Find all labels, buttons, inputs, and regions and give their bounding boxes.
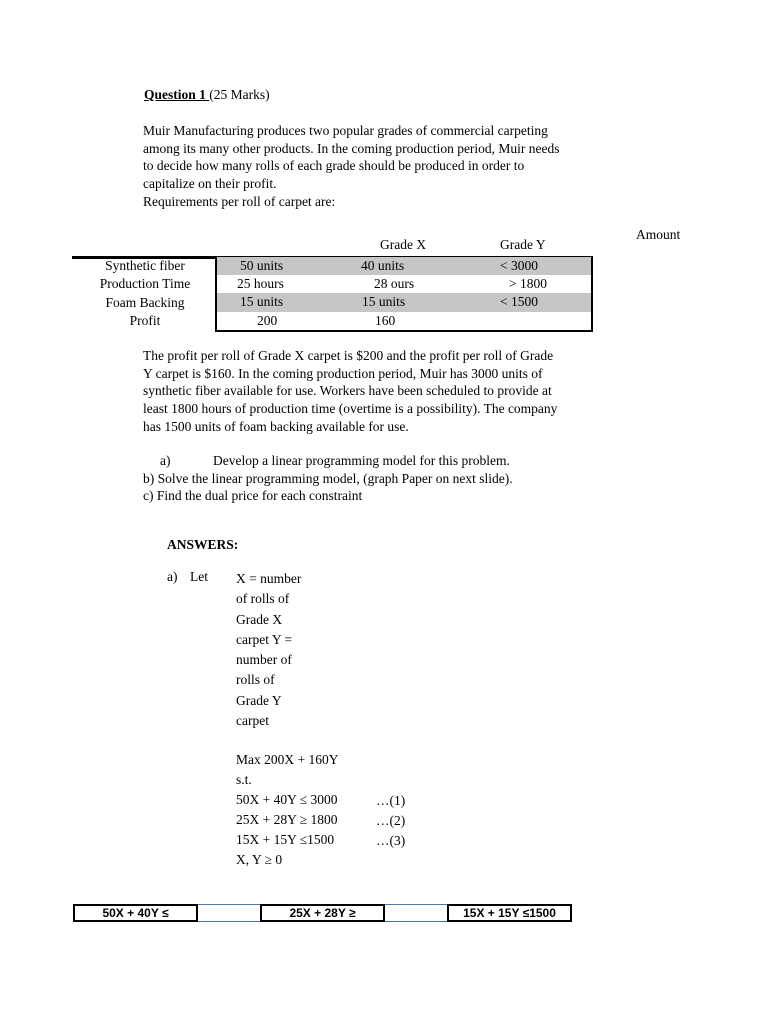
cell-grade-y: 28 ours [374,276,415,292]
constraint-tags [376,791,405,851]
row-label-profit: Profit [129,313,161,329]
part-a-text: Develop a linear programming model for this problem. [213,453,510,468]
cell-amount: > 1800 [509,276,547,292]
intro-line: Requirements per roll of carpet are: [143,193,336,209]
paragraph-line: The profit per roll of Grade X carpet is $200 and the profit per roll of Grade [143,348,554,363]
lp-model [236,750,338,870]
row-label-synthetic-fiber: Synthetic fiber [105,258,185,273]
header-grade-y: Grade Y [500,237,546,252]
table-row [217,275,591,293]
paragraph-line: Y carpet is $160. In the coming production period, Muir has 3000 units of [143,365,543,381]
cell-amount: < 3000 [500,258,538,273]
definition-line: carpet Y = [236,631,293,647]
definition-line: rolls of [236,672,275,688]
intro-line: capitalize on their profit. [143,176,277,192]
definition-line: Grade Y [236,692,282,708]
subject-to: s.t. [236,772,252,787]
cell-grade-x: 50 units [240,258,284,273]
definition-line: number of [236,652,292,668]
constraint-tag: …(3) [376,833,406,848]
constraint-2: 25X + 28Y ≥ 1800 [236,812,338,827]
graph-box-constraint-2: 25X + 28Y ≥ [260,904,385,922]
definition-line: carpet [236,713,269,729]
graph-box-gap [385,904,447,922]
definition-line: Grade X [236,611,283,627]
constraint-1: 50X + 40Y ≤ 3000 [236,792,338,807]
question-heading: Question 1 [144,87,210,102]
question-title [144,87,270,103]
part-c: c) Find the dual price for each constraint [143,488,363,504]
requirements-table [215,257,593,332]
profit-paragraph [143,347,633,436]
cell-grade-y: 15 units [362,294,406,310]
intro-line: to decide how many rolls of each grade should be produced in order to [143,158,525,174]
paragraph-line: synthetic fiber available for use. Workers have been scheduled to provide at [143,383,552,399]
graph-box-constraint-1: 50X + 40Y ≤ [73,904,198,922]
answers-heading: ANSWERS: [167,537,239,552]
intro-paragraph [143,122,633,211]
table-row [217,312,591,330]
variable-definitions [236,569,301,731]
question-parts [143,452,513,505]
non-negativity: X, Y ≥ 0 [236,852,283,867]
table-row [217,257,591,275]
definition-line: X = number [236,571,302,586]
row-label-production-time: Production Time [99,276,191,292]
constraint-3: 15X + 15Y ≤1500 [236,832,335,847]
cell-amount: < 1500 [500,294,538,310]
intro-line: among its many other products. In the coming production period, Muir needs [143,140,560,156]
cell-grade-x: 25 hours [237,276,284,292]
answer-let: Let [190,569,208,584]
part-a-marker: a) [160,453,171,468]
header-grade-x: Grade X [380,237,427,252]
row-labels [74,257,216,331]
definition-line: of rolls of [236,591,290,607]
row-label-foam-backing: Foam Backing [105,294,185,310]
answer-a-marker: a) [167,569,178,584]
constraint-tag: …(1) [376,793,406,808]
question-marks: (25 Marks) [209,87,270,102]
table-row [217,293,591,311]
part-a [143,452,513,470]
cell-grade-x: 15 units [240,294,284,310]
cell-grade-y: 40 units [361,258,405,273]
paragraph-line: least 1800 hours of production time (overtime is a possibility). The company [143,401,558,417]
constraint-tag: …(2) [376,813,406,828]
graph-box-constraint-3: 15X + 15Y ≤1500 [447,904,572,922]
objective-function: Max 200X + 160Y [236,752,339,767]
graph-box-gap [198,904,260,922]
paragraph-line: has 1500 units of foam backing available for use. [143,418,409,434]
part-b: b) Solve the linear programming model, (graph Paper on next slide). [143,470,513,486]
cell-grade-x: 200 [257,312,278,328]
header-amount: Amount [636,227,681,242]
cell-grade-y: 160 [375,312,396,328]
intro-line: Muir Manufacturing produces two popular grades of commercial carpeting [143,123,548,138]
